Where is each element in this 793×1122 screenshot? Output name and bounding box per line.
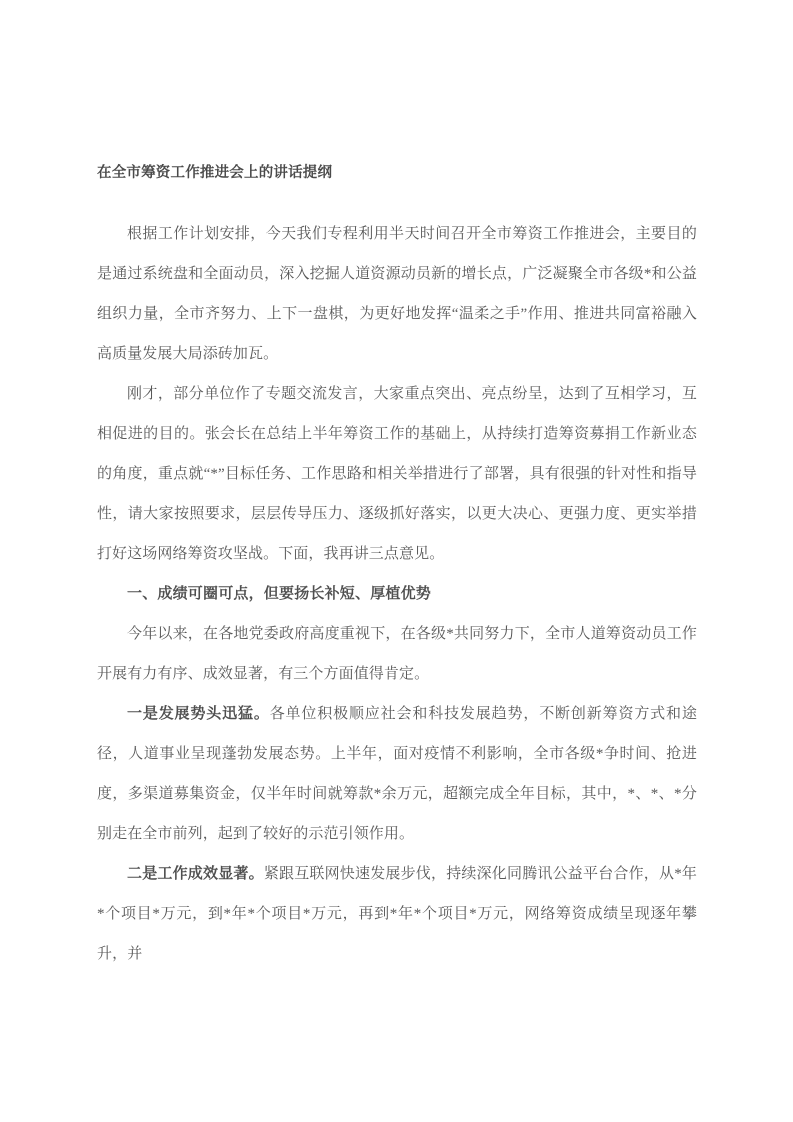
paragraph-intro: 根据工作计划安排，今天我们专程利用半天时间召开全市筹资工作推进会，主要目的是通过系统盘和全面动员，深入挖掘人道资源动员新的增长点，广泛凝聚全市各级*和公益组织力量，全市齐努力、上下一盘棋，为更好地发挥“温柔之手”作用、推进共同富裕融入高质量发展大局添砖加瓦。 [97,226,697,362]
document-title: 在全市筹资工作推进会上的讲话提纲 [97,165,333,181]
paragraph-point-two [97,854,697,974]
section-heading-one: 一、成绩可圈可点，但要扬长补短、厚植优势 [127,586,432,602]
paragraph-point-one-body: 各单位积极顺应社会和科技发展趋势，不断创新筹资方式和途径，人道事业呈现蓬勃发展态势。上半年，面对疫情不利影响，全市各级*争时间、抢进度，多渠道募集资金，仅半年时间就筹款*余万元，超额完成全年目标，其中，*、*、*分别走在全市前列，起到了较好的示范引领作用。 [97,706,697,842]
document-body [97,160,697,974]
paragraph-achievements: 今年以来，在各地党委政府高度重视下，在各级*共同努力下，全市人道筹资动员工作开展有力有序、成效显著，有三个方面值得肯定。 [97,626,697,682]
paragraph-point-one [97,694,697,854]
paragraph-review: 刚才，部分单位作了专题交流发言，大家重点突出、亮点纷呈，达到了互相学习，互相促进的目的。张会长在总结上半年筹资工作的基础上，从持续打造筹资募捐工作新业态的角度，重点就“*”目标任务、工作思路和相关举措进行了部署，具有很强的针对性和指导性，请大家按照要求，层层传导压力、逐级抓好落实，以更大决心、更强力度、更实举措打好这场网络筹资攻坚战。下面，我再讲三点意见。 [97,386,697,562]
paragraph-point-one-lead: 一是发展势头迅猛。 [127,706,270,722]
paragraph-point-two-body: 紧跟互联网快速发展步伐，持续深化同腾讯公益平台合作，从*年*个项目*万元，到*年*个项目*万元，再到*年*个项目*万元，网络筹资成绩呈现逐年攀升，并 [97,866,698,962]
paragraph-point-two-lead: 二是工作成效显著。 [127,866,264,882]
